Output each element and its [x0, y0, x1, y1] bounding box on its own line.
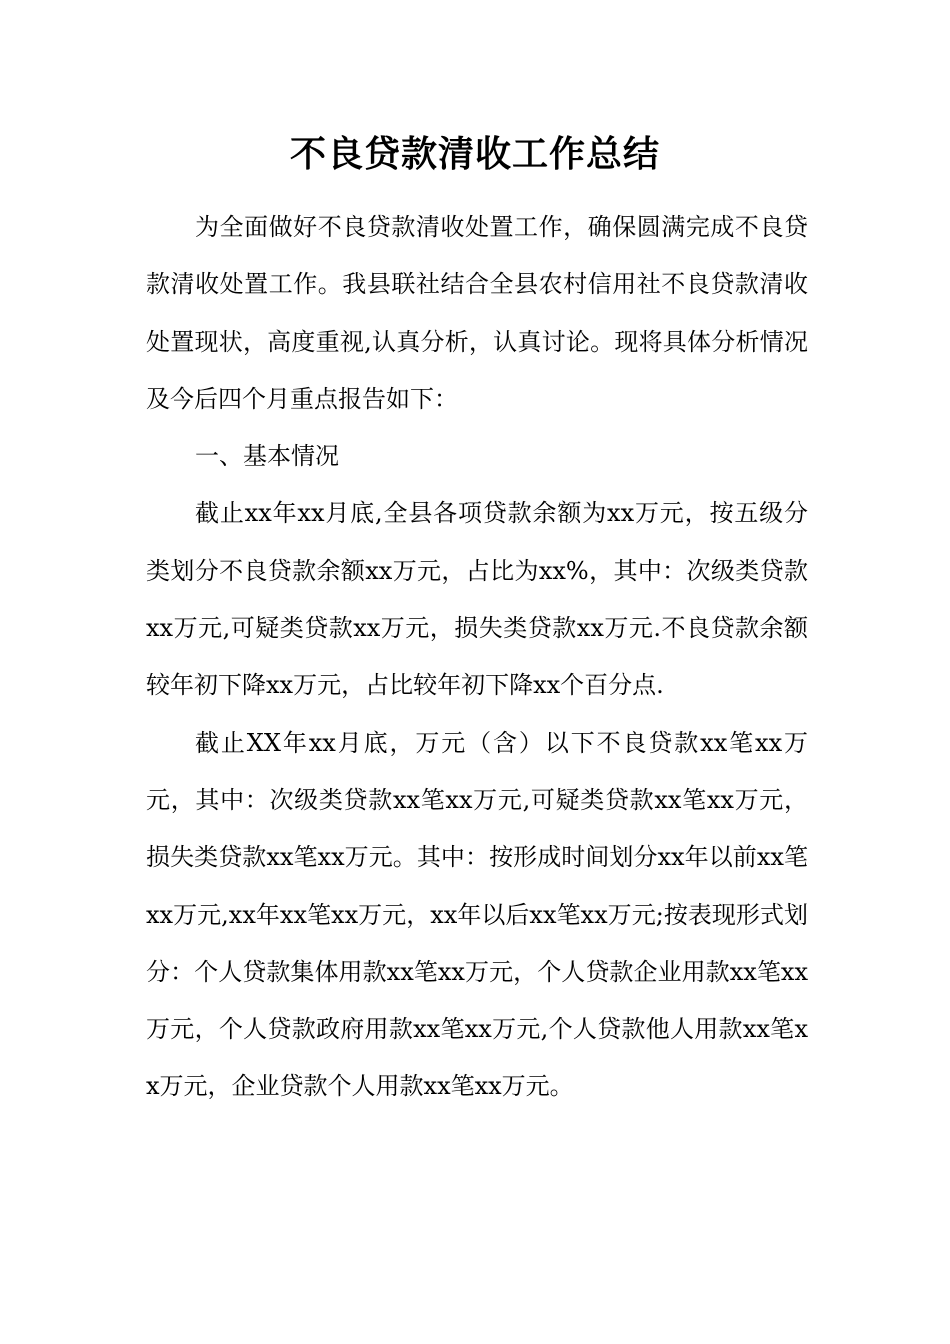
paragraph-intro: 为全面做好不良贷款清收处置工作，确保圆满完成不良贷款清收处置工作。我县联社结合全县农村信用社不良贷款清收处置现状，高度重视,认真分析，认真讨论。现将具体分析情况及今后四个月重点报告如下：	[146, 213, 808, 413]
section-heading-basic-situation: 一、基本情况	[195, 442, 339, 471]
document-body	[146, 199, 808, 1116]
paragraph-loan-balance: 截止xx年xx月底,全县各项贷款余额为xx万元，按五级分类划分不良贷款余额xx万元，占比为xx%，其中：次级类贷款xx万元,可疑类贷款xx万元，损失类贷款xx万元.不良贷款余额较年初下降xx万元，占比较年初下降xx个百分点.	[146, 499, 808, 700]
paragraph-loan-breakdown: 截止XX年xx月底，万元（含）以下不良贷款xx笔xx万元，其中：次级类贷款xx笔xx万元,可疑类贷款xx笔xx万元，损失类贷款xx笔xx万元。其中：按形成时间划分xx年以前xx笔xx万元,xx年xx笔xx万元，xx年以后xx笔xx万元;按表现形式划分：个人贷款集体用款xx笔xx万元，个人贷款企业用款xx笔xx万元，个人贷款政府用款xx笔xx万元,个人贷款他人用款xx笔xx万元，企业贷款个人用款xx笔xx万元。	[146, 728, 808, 1101]
document-title: 不良贷款清收工作总结	[289, 133, 660, 175]
